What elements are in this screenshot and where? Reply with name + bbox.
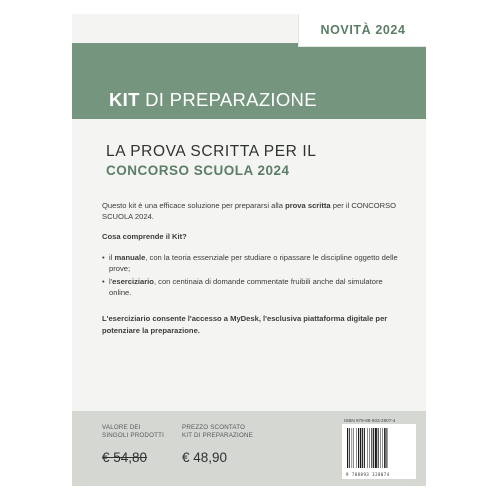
- list-item: [102, 252, 402, 274]
- main-title: [106, 142, 406, 178]
- kit-title-rest: DI PREPARAZIONE: [139, 89, 317, 110]
- intro-post: per il CONCORSO SCUOLA 2024.: [102, 201, 397, 222]
- description: [102, 200, 402, 345]
- book-back-cover: [72, 14, 426, 486]
- value-label-line-1: VALORE DEI: [102, 424, 141, 431]
- barcode-box: [342, 424, 416, 479]
- bullet-pre: il: [109, 252, 115, 262]
- list-item: [102, 276, 402, 298]
- intro-pre: Questo kit è una efficace soluzione per prepararsi alla: [102, 201, 286, 210]
- original-price: € 54,80: [102, 450, 148, 465]
- bullet-post: , con la teoria essenziale per studiare o ripassare le discipline oggetto delle prove;: [109, 252, 398, 273]
- discount-label-line-1: PREZZO SCONTATO: [182, 424, 246, 431]
- bullet-icon: •: [102, 252, 105, 262]
- intro-paragraph: [102, 200, 402, 222]
- kit-title-keyword: KIT: [109, 89, 140, 110]
- outro-paragraph: L'eserciziario consente l'accesso a MyDesk, l'esclusiva piattaforma digitale per potenziare la preparazione.: [102, 314, 388, 335]
- discount-label-line-2: KIT DI PREPARAZIONE: [182, 432, 253, 439]
- isbn-text: ISBN 978-88-933-2807-4: [344, 418, 396, 423]
- barcode-icon: [346, 428, 412, 474]
- bullet-post: , con centinaia di domande commentate fruibili anche dal simulatore online.: [109, 277, 383, 298]
- bullet-bold: manuale: [114, 252, 146, 262]
- header-band: [72, 43, 426, 119]
- title-line-1: LA PROVA SCRITTA PER IL: [106, 143, 317, 160]
- bullet-pre: l': [109, 277, 113, 287]
- title-line-2: CONCORSO SCUOLA 2024: [106, 163, 290, 178]
- novelty-badge: NOVITÀ 2024: [298, 14, 426, 47]
- contents-heading: Cosa comprende il Kit?: [102, 232, 187, 242]
- intro-bold: prova scritta: [285, 201, 331, 210]
- kit-title: [109, 89, 317, 111]
- bullet-icon: •: [102, 277, 105, 287]
- discounted-price: € 48,90: [182, 450, 228, 465]
- value-label: [102, 424, 182, 440]
- price-footer: [72, 411, 426, 486]
- bullet-bold: eserciziario: [112, 277, 154, 287]
- barcode-digits: 9 788893 328074: [346, 472, 390, 477]
- discount-label: [182, 424, 292, 440]
- value-label-line-2: SINGOLI PRODOTTI: [102, 432, 164, 439]
- contents-list: [102, 252, 402, 299]
